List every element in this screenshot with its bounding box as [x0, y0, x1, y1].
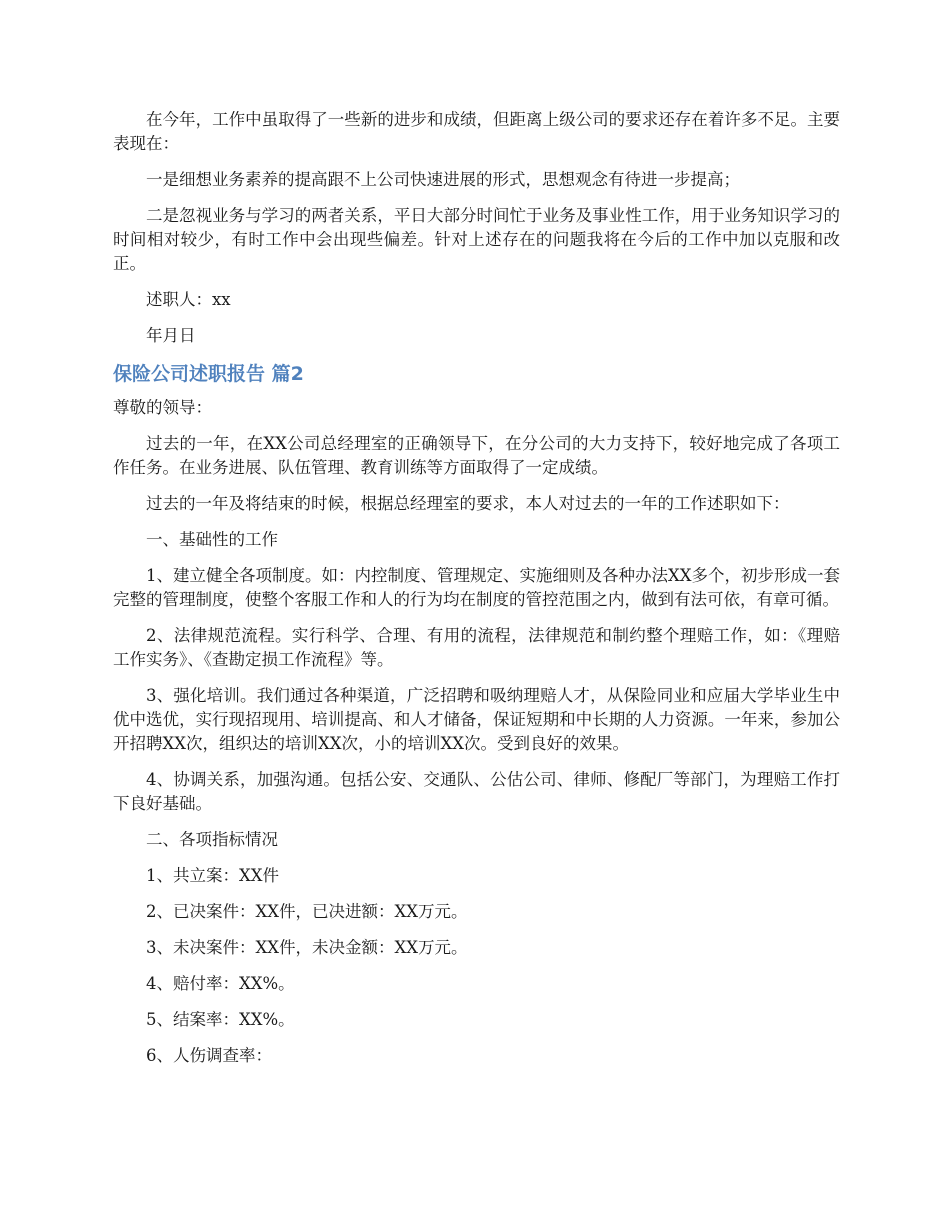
- subheading-basic-work: 一、基础性的工作: [146, 530, 278, 549]
- paragraph-report-intro: 过去的一年及将结束的时候，根据总经理室的要求，本人对过去的一年的工作述职如下：: [146, 494, 790, 513]
- report-date: 年月日: [146, 326, 196, 345]
- subheading-indicators: 二、各项指标情况: [146, 830, 278, 849]
- document-body: [113, 108, 840, 1080]
- list-item-regulations: 1、建立健全各项制度。如：内控制度、管理规定、实施细则及各种办法XX多个，初步形成一套完整的管理制度，使整个客服工作和人的行为均在制度的管控范围之内，做到有法可依，有章可循。: [113, 566, 840, 609]
- list-item-coordination: 4、协调关系，加强沟通。包括公安、交通队、公估公司、律师、修配厂等部门，为理赔工作打下良好基础。: [113, 770, 840, 813]
- indicator-settled-cases: 2、已决案件：XX件，已决进额：XX万元。: [146, 902, 468, 921]
- paragraph-overview: 过去的一年，在XX公司总经理室的正确领导下，在分公司的大力支持下，较好地完成了各项工作任务。在业务进展、队伍管理、教育训练等方面取得了一定成绩。: [113, 434, 840, 477]
- indicator-total-cases: 1、共立案：XX件: [146, 866, 279, 885]
- paragraph-shortcomings-intro: 在今年，工作中虽取得了一些新的进步和成绩，但距离上级公司的要求还存在着许多不足。主要表现在：: [113, 110, 840, 153]
- indicator-injury-survey-rate: 6、人伤调查率：: [146, 1046, 272, 1065]
- section-heading: 保险公司述职报告 篇2: [113, 363, 304, 385]
- list-item-process: 2、法律规范流程。实行科学、合理、有用的流程，法律规范和制约整个理赔工作，如：《理赔工作实务》、《查勘定损工作流程》等。: [113, 626, 840, 669]
- list-item-training: 3、强化培训。我们通过各种渠道，广泛招聘和吸纳理赔人才，从保险同业和应届大学毕业生中优中选优，实行现招现用、培训提高、和人才储备，保证短期和中长期的人力资源。一年来，参加公开招聘XX次，组织达的培训XX次，小的培训XX次。受到良好的效果。: [113, 686, 840, 753]
- indicator-closure-rate: 5、结案率：XX%。: [146, 1010, 295, 1029]
- reporter-signature: 述职人：xx: [146, 290, 231, 309]
- indicator-payout-rate: 4、赔付率：XX%。: [146, 974, 295, 993]
- paragraph-shortcoming-1: 一是细想业务素养的提高跟不上公司快速进展的形式，思想观念有待进一步提高；: [146, 170, 740, 189]
- salutation: 尊敬的领导：: [113, 398, 212, 417]
- indicator-pending-cases: 3、未决案件：XX件，未决金额：XX万元。: [146, 938, 468, 957]
- paragraph-shortcoming-2: 二是忽视业务与学习的两者关系，平日大部分时间忙于业务及事业性工作，用于业务知识学习的时间相对较少，有时工作中会出现些偏差。针对上述存在的问题我将在今后的工作中加以克服和改正。: [113, 206, 840, 273]
